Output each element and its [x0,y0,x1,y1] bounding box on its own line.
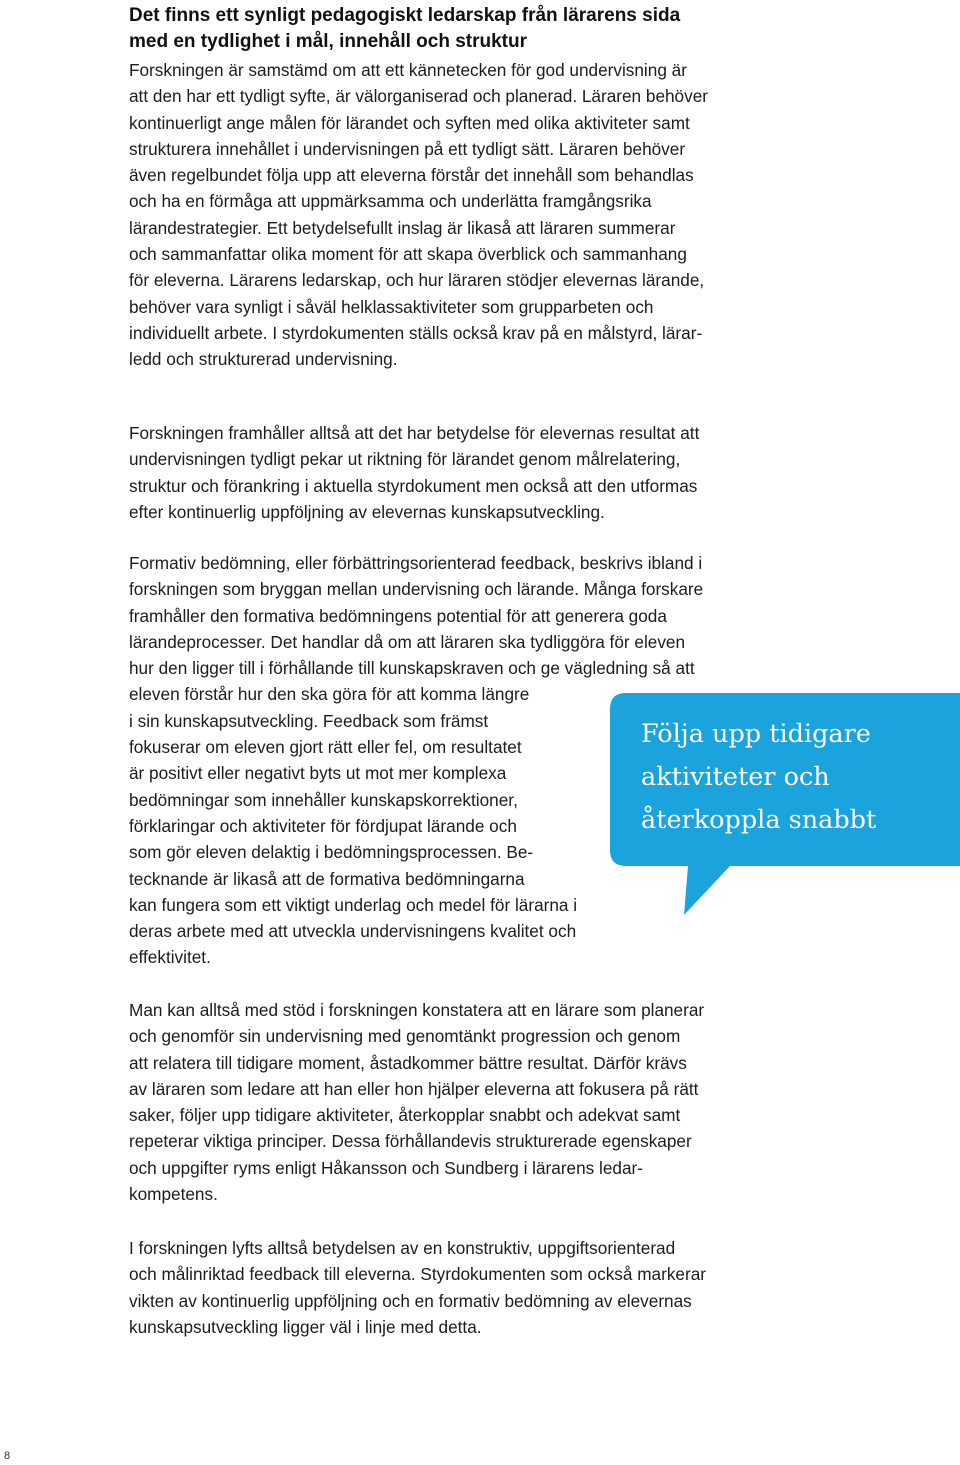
paragraph-line: undervisningen tydligt pekar ut riktning för lärandet genom målrelatering, [129,449,681,470]
paragraph-line: repeterar viktiga principer. Dessa förhållandevis strukturerade egenskaper [129,1131,692,1152]
paragraph-line: I forskningen lyfts alltså betydelsen av en konstruktiv, uppgiftsorienterad [129,1238,676,1258]
paragraph-line: lärandestrategier. Ett betydelsefullt inslag är likaså att läraren summerar [129,217,676,238]
pull-quote-line: återkoppla snabbt [641,805,877,835]
paragraph-line: Man kan alltså med stöd i forskningen konstatera att en lärare som planerar [129,1000,705,1020]
paragraph-line: eleven förstår hur den ska göra för att komma längre [129,684,530,705]
pull-quote-text [641,713,876,842]
paragraph-line: saker, följer upp tidigare aktiviteter, återkopplar snabbt och adekvat samt [129,1105,681,1126]
paragraph-line: vikten av kontinuerlig uppföljning och en formativ bedömning av elevernas [129,1290,692,1311]
paragraph-line: som gör eleven delaktig i bedömningsprocessen. Be- [129,842,534,863]
paragraph-line: Formativ bedömning, eller förbättringsorienterad feedback, beskrivs ibland i [129,553,703,573]
paragraph-2 [129,420,699,525]
paragraph-line: deras arbete med att utveckla undervisningens kvalitet och [129,921,577,942]
paragraph-line: och ha en förmåga att uppmärksamma och underlätta framgångsrika [129,191,652,212]
paragraph-line: även regelbundet följa upp att eleverna förstår det innehåll som behandlas [129,165,694,186]
paragraph-line: individuellt arbete. I styrdokumenten ställs också krav på en målstyrd, lärar- [129,322,703,343]
paragraph-line: kan fungera som ett viktigt underlag och medel för lärarna i [129,894,578,915]
pull-quote-line: Följa upp tidigare [641,719,871,749]
paragraph-line: framhåller den formativa bedömningens potential för att generera goda [129,605,667,626]
paragraph-line: och genomför sin undervisning med genomtänkt progression och genom [129,1026,681,1047]
paragraph-line: strukturera innehållet i undervisningen på ett tydligt sätt. Läraren behöver [129,138,686,159]
paragraph-line: kontinuerligt ange målen för lärandet och syften med olika aktiviteter samt [129,112,690,133]
paragraph-line: lärandeprocesser. Det handlar då om att läraren ska tydliggöra för eleven [129,631,686,652]
paragraph-line: hur den ligger till i förhållande till kunskapskraven och ge vägledning så att [129,658,695,679]
pull-quote-callout [610,693,960,866]
paragraph-line: bedömningar som innehåller kunskapskorrektioner, [129,789,518,810]
paragraph-line: struktur och förankring i aktuella styrdokument men också att den utformas [129,475,698,496]
paragraph-line: Forskningen är samstämd om att ett kännetecken för god undervisning är [129,60,687,80]
page-number: 8 [4,1450,11,1462]
paragraph-line: i sin kunskapsutveckling. Feedback som främst [129,710,489,731]
paragraph-line: fokuserar om eleven gjort rätt eller fel, om resultatet [129,737,522,758]
paragraph-line: tecknande är likaså att de formativa bedömningarna [129,868,525,889]
paragraph-line: att relatera till tidigare moment, åstadkommer bättre resultat. Därför krävs [129,1052,687,1073]
paragraph-line: behöver vara synligt i såväl helklassaktiviteter som grupparbeten och [129,296,654,317]
paragraph-5 [129,1235,706,1340]
paragraph-line: och målinriktad feedback till eleverna. Styrdokumenten som också markerar [129,1264,706,1285]
heading-line-1: Det finns ett synligt pedagogiskt ledarskap från lärarens sida [129,5,681,26]
paragraph-1 [129,57,708,373]
paragraph-line: effektivitet. [129,947,211,968]
paragraph-line: av läraren som ledare att han eller hon hjälper eleverna att fokusera på rätt [129,1078,699,1099]
paragraph-line: forskningen som bryggan mellan undervisning och lärande. Många forskare [129,579,704,600]
pull-quote-line: aktiviteter och [641,762,830,792]
paragraph-line: för eleverna. Lärarens ledarskap, och hur läraren stödjer elevernas lärande, [129,270,705,291]
paragraph-line: efter kontinuerlig uppföljning av elevernas kunskapsutveckling. [129,501,605,522]
paragraph-line: kompetens. [129,1184,218,1205]
paragraph-line: och sammanfattar olika moment för att skapa överblick och sammanhang [129,244,687,265]
paragraph-4 [129,997,704,1207]
paragraph-line: Forskningen framhåller alltså att det har betydelse för elevernas resultat att [129,423,700,443]
paragraph-line: ledd och strukturerad undervisning. [129,349,398,370]
paragraph-line: att den har ett tydligt syfte, är välorganiserad och planerad. Läraren behöver [129,86,708,107]
paragraph-line: kunskapsutveckling ligger väl i linje med detta. [129,1316,482,1337]
paragraph-line: är positivt eller negativt byts ut mot mer komplexa [129,763,507,784]
paragraph-line: och uppgifter ryms enligt Håkansson och Sundberg i lärarens ledar- [129,1157,643,1178]
paragraph-line: förklaringar och aktiviteter för fördjupat lärande och [129,815,517,836]
section-heading [129,3,769,55]
heading-line-2: med en tydlighet i mål, innehåll och struktur [129,31,528,52]
